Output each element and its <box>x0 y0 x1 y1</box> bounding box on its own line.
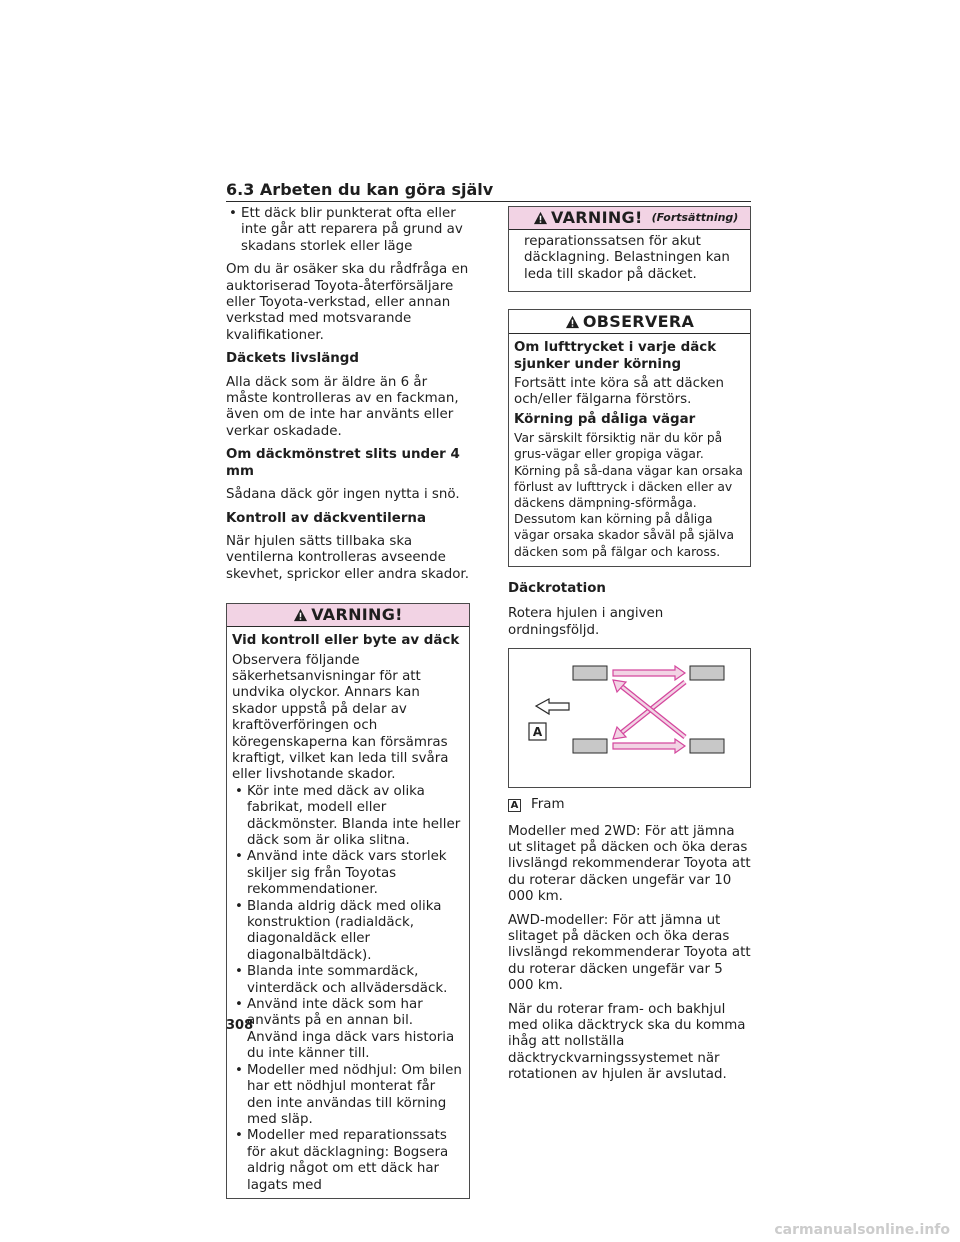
warning-intro: Observera följande säkerhetsanvisningar för att undvika olyckor. Annars kan skador uppstå på delar av kraftöverföringen och köregenskaperna kan försämras kraftigt, vilket kan leda till svåra eller livshotande skador. <box>232 652 449 783</box>
tire-life-heading: Däckets livslängd <box>226 351 359 367</box>
tire-rear-left <box>573 739 607 753</box>
warning-continued-body <box>509 230 750 291</box>
warning-continued-box <box>508 206 751 292</box>
notice-heading-roads: Körning på dåliga vägar <box>514 411 696 427</box>
notice-box <box>508 309 751 567</box>
tire-front-right <box>690 666 724 680</box>
list-item: • Använd inte däck som har använts på en annan bil. Använd inga däck vars historia du inte känner till. <box>232 997 464 1063</box>
diagram-legend <box>508 797 751 813</box>
warning-continued-text: reparationssatsen för akut däcklagning. Belastningen kan leda till skador på däcket. <box>524 234 730 282</box>
diagram-label: A <box>532 725 543 740</box>
paragraph-2wd: Modeller med 2WD: För att jämna ut slitaget på däcken och öka deras livslängd rekommenderar Toyota att du roterar däcken ungefär var 10 000 km. <box>508 823 751 905</box>
list-item: • Kör inte med däck av olika fabrikat, modell eller däckmönster. Blanda inte heller däck som är olika slitna. <box>232 784 464 850</box>
tread-heading: Om däckmönstret slits under 4 mm <box>226 447 460 479</box>
warning-triangle-icon <box>533 211 548 225</box>
tire-rear-right <box>690 739 724 753</box>
tread-text: Sådana däck gör ingen nytta i snö. <box>226 487 460 503</box>
warning-continued-subtitle: (Fortsättning) <box>651 210 739 224</box>
rotation-heading: Däckrotation <box>508 580 606 596</box>
paragraph-reset: När du roterar fram- och bakhjul med olika däcktryck ska du komma ihåg att nollställa däcktryckvarningssystemet när rotationen av hjulen är avslutad. <box>508 1001 746 1083</box>
list-item: • Modeller med nödhjul: Om bilen har ett nödhjul monterat får den inte användas till körning med släp. <box>232 1063 464 1129</box>
list-item: • Ett däck blir punkterat ofta eller inte går att reparera på grund av skadans storlek eller läge <box>226 206 470 255</box>
rotation-diagram-svg <box>509 649 750 787</box>
notice-text-roads: Var särskilt försiktig när du kör på grus-vägar eller gropiga vägar. Körning på så-dana vägar kan orsaka förlust av lufttryck i däcken eller av däckens dämpning-sförmåga. Dessutom kan körning på dåliga vägar orsaka skador såväl på själva däcken som på fälgar och kaross. <box>514 431 743 559</box>
list-item: • Använd inte däck vars storlek skiljer sig från Toyotas rekommendationer. <box>232 849 464 898</box>
warning-triangle-icon <box>293 608 308 622</box>
notice-text-pressure: Fortsätt inte köra så att däcken och/eller fälgarna förstörs. <box>514 376 724 408</box>
forward-direction-icon <box>536 699 569 714</box>
list-item: • Modeller med reparationssats för akut däcklagning: Bogsera aldrig något om ett däck har lagats med <box>232 1128 464 1194</box>
tire-life-text: Alla däck som är äldre än 6 år måste kontrolleras av en fackman, även om de inte har använts eller verkar oskadade. <box>226 374 459 439</box>
top-bullet-list <box>226 206 470 255</box>
tire-front-left <box>573 666 607 680</box>
rotation-diagram <box>508 648 751 788</box>
left-column <box>226 206 470 1199</box>
warning-subheading: Vid kontroll eller byte av däck <box>232 633 460 649</box>
list-item: • Blanda inte sommardäck, vinterdäck och allvädersdäck. <box>232 964 464 997</box>
warning-continued-header <box>509 207 750 230</box>
paragraph-awd: AWD-modeller: För att jämna ut slitaget på däcken och öka deras livslängd rekommenderar Toyota att du roterar däcken ungefär var 5 000 km. <box>508 912 751 994</box>
notice-title: OBSERVERA <box>582 311 695 331</box>
arrow-rear <box>613 739 685 753</box>
list-item: • Blanda aldrig däck med olika konstruktion (radialdäck, diagonaldäck eller diagonalbältdäck). <box>232 899 464 965</box>
right-column <box>508 206 751 1091</box>
warning-list <box>232 784 464 1194</box>
page-number: 308 <box>226 1018 254 1033</box>
legend-text: Fram <box>531 797 565 813</box>
warning-continued-title: VARNING! <box>551 207 643 227</box>
valve-heading: Kontroll av däckventilerna <box>226 510 426 526</box>
valve-text: När hjulen sätts tillbaka ska ventilerna kontrolleras avseende skevhet, sprickor eller andra skador. <box>226 533 469 582</box>
warning-header <box>227 604 469 627</box>
section-title: 6.3 Arbeten du kan göra själv <box>226 180 751 202</box>
notice-header <box>509 310 750 334</box>
rotation-intro: Rotera hjulen i angiven ordningsföljd. <box>508 606 664 638</box>
notice-body <box>509 334 750 566</box>
notice-triangle-icon <box>565 315 580 329</box>
notice-heading-pressure: Om lufttrycket i varje däck sjunker under körning <box>514 340 717 372</box>
arrow-front <box>613 666 685 680</box>
warning-box <box>226 603 470 1199</box>
legend-key: A <box>508 799 521 812</box>
watermark: carmanualsonline.info <box>774 1222 950 1238</box>
warning-title: VARNING! <box>311 604 403 624</box>
warning-body <box>227 627 469 1198</box>
consult-paragraph: Om du är osäker ska du rådfråga en auktoriserad Toyota-återförsäljare eller Toyota-verkstad, eller annan verkstad med motsvarande kvalifikationer. <box>226 262 469 343</box>
